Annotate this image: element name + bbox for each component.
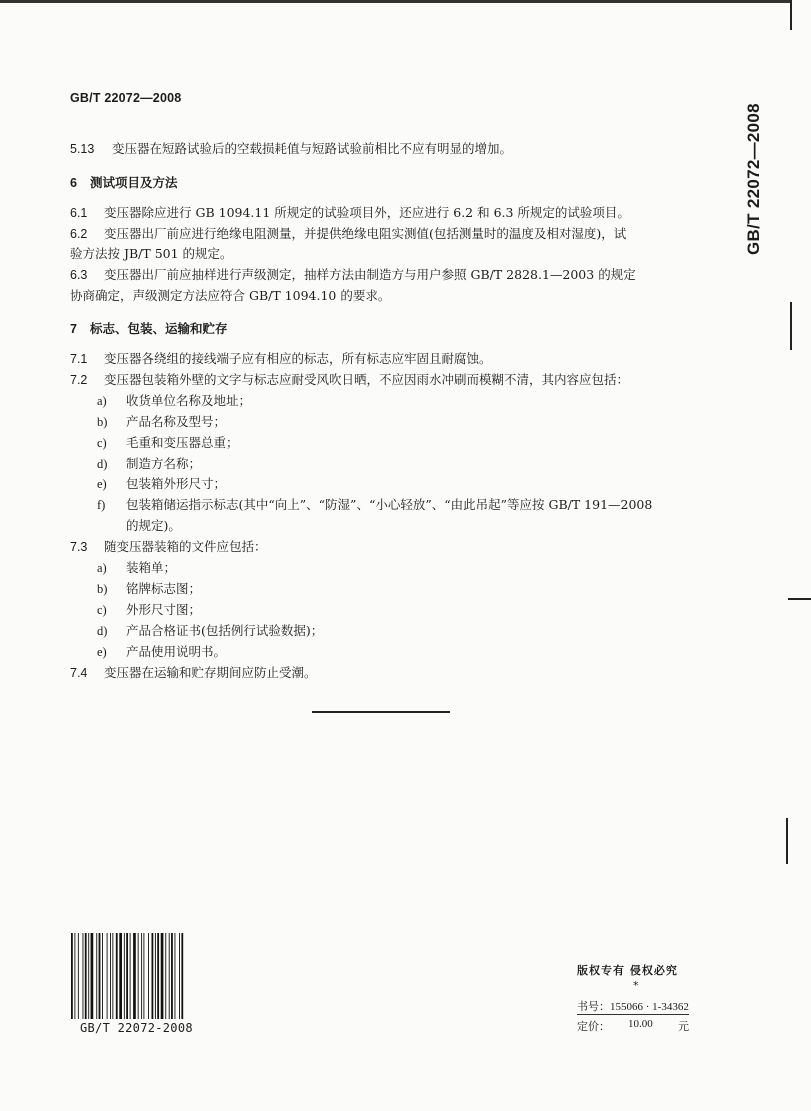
asterisk-mark: * bbox=[633, 979, 639, 992]
clause-text: 随变压器装箱的文件应包括： bbox=[104, 539, 267, 554]
clause-7-4 bbox=[70, 665, 317, 681]
list-item: 外形尺寸图； bbox=[126, 602, 202, 617]
clause-text: 协商确定，声级测定方法应符合 GB/T 1094.10 的要求。 bbox=[70, 288, 391, 303]
barcode-bar bbox=[88, 933, 89, 1019]
scan-artifact bbox=[786, 818, 788, 864]
section-heading-6 bbox=[70, 175, 178, 191]
list-item: 铭牌标志图； bbox=[126, 581, 202, 596]
barcode-bar bbox=[116, 933, 118, 1019]
barcode-bar bbox=[119, 933, 122, 1019]
barcode-bar bbox=[148, 933, 149, 1019]
barcode-caption: GB/T 22072-2008 bbox=[80, 1021, 193, 1035]
list-item: 产品合格证书(包括例行试验数据)； bbox=[126, 623, 324, 638]
barcode-bar bbox=[124, 933, 125, 1019]
section-number: 7 bbox=[70, 322, 77, 336]
clause-number: 7.1 bbox=[70, 352, 88, 366]
barcode-bar bbox=[133, 933, 136, 1019]
barcode-bar bbox=[85, 933, 87, 1019]
scan-artifact bbox=[788, 598, 811, 600]
clause-text: 变压器出厂前应进行绝缘电阻测量，并提供绝缘电阻实测值(包括测量时的温度及相对湿度)，试 bbox=[104, 226, 627, 241]
header-standard-code: GB/T 22072—2008 bbox=[70, 91, 182, 105]
clause-text: 变压器除应进行 GB 1094.11 所规定的试验项目外，还应进行 6.2 和 6.3 所规定的试验项目。 bbox=[104, 205, 630, 220]
clause-number: 7.2 bbox=[70, 373, 88, 387]
barcode-bar bbox=[179, 933, 180, 1019]
clause-number: 7.4 bbox=[70, 666, 88, 680]
clause-text: 变压器在运输和贮存期间应防止受潮。 bbox=[104, 665, 317, 680]
clause-text: 变压器出厂前应抽样进行声级测定，抽样方法由制造方与用户参照 GB/T 2828.1—2003 的规定 bbox=[104, 267, 636, 282]
barcode-bar bbox=[143, 933, 144, 1019]
barcode-bar bbox=[161, 933, 164, 1019]
barcode-bar bbox=[130, 933, 131, 1019]
price-label: 定价： bbox=[577, 1020, 610, 1033]
clause-5-13 bbox=[70, 141, 512, 157]
clause-number: 7.3 bbox=[70, 540, 88, 554]
clause-6-3 bbox=[70, 267, 636, 283]
barcode-bar bbox=[155, 933, 156, 1019]
barcode-bar bbox=[175, 933, 176, 1019]
barcode-bar bbox=[102, 933, 103, 1019]
side-standard-code: GB/T 22072—2008 bbox=[744, 103, 763, 255]
barcode-bar bbox=[96, 933, 97, 1019]
barcode-bar bbox=[169, 933, 170, 1019]
list-item: 产品使用说明书。 bbox=[126, 644, 227, 659]
list-item-label: b) bbox=[97, 415, 108, 429]
price-unit: 元 bbox=[678, 1020, 689, 1033]
scan-artifact bbox=[790, 0, 792, 30]
barcode-bar bbox=[91, 933, 94, 1019]
list-item-label: c) bbox=[97, 603, 107, 617]
list-item: 毛重和变压器总重； bbox=[126, 435, 239, 450]
clause-7-2 bbox=[70, 372, 629, 388]
barcode-bar bbox=[171, 933, 173, 1019]
clause-number: 5.13 bbox=[70, 142, 95, 156]
barcode-bar bbox=[112, 933, 113, 1019]
barcode-bar bbox=[181, 933, 183, 1019]
section-number: 6 bbox=[70, 176, 77, 190]
section-heading-7 bbox=[70, 321, 228, 337]
barcode-bar bbox=[138, 933, 139, 1019]
barcode-bar bbox=[110, 933, 111, 1019]
list-item-label: d) bbox=[97, 624, 108, 638]
list-item-label: c) bbox=[97, 436, 107, 450]
barcode-bar bbox=[71, 933, 73, 1019]
isbn-barcode bbox=[71, 933, 231, 1021]
clause-6-2 bbox=[70, 226, 626, 242]
list-item: 制造方名称； bbox=[126, 456, 202, 471]
barcode-bar bbox=[78, 933, 79, 1019]
clause-text: 变压器在短路试验后的空载损耗值与短路试验前相比不应有明显的增加。 bbox=[112, 141, 513, 156]
clause-7-1 bbox=[70, 351, 492, 367]
price-value: 10.00 bbox=[628, 1018, 653, 1030]
list-item-label: a) bbox=[97, 394, 107, 408]
clause-number: 6.2 bbox=[70, 227, 88, 241]
list-item: 产品名称及型号； bbox=[126, 414, 227, 429]
list-item-label: e) bbox=[97, 477, 107, 491]
copyright-notice: 版权专有 侵权必究 bbox=[577, 964, 678, 977]
barcode-bar bbox=[126, 933, 128, 1019]
barcode-bar bbox=[165, 933, 166, 1019]
barcode-bar bbox=[141, 933, 142, 1019]
barcode-bar bbox=[152, 933, 154, 1019]
clause-6-2-continued bbox=[70, 246, 233, 262]
page-top-edge bbox=[0, 0, 790, 3]
barcode-bar bbox=[157, 933, 159, 1019]
footer-divider bbox=[577, 1014, 689, 1015]
clause-7-3 bbox=[70, 539, 267, 555]
clause-6-1 bbox=[70, 205, 630, 221]
clause-number: 6.1 bbox=[70, 206, 88, 220]
clause-text: 变压器各绕组的接线端子应有相应的标志，所有标志应牢固且耐腐蚀。 bbox=[104, 351, 492, 366]
clause-text: 变压器包装箱外壁的文字与标志应耐受风吹日晒，不应因雨水冲刷而模糊不清，其内容应包括： bbox=[104, 372, 630, 387]
book-number: 书号：155066 · 1-34362 bbox=[577, 1001, 689, 1013]
list-item-label: a) bbox=[97, 561, 107, 575]
section-title: 测试项目及方法 bbox=[90, 175, 178, 190]
list-item-continued: 的规定)。 bbox=[126, 518, 181, 533]
list-item-label: d) bbox=[97, 457, 108, 471]
barcode-bar bbox=[83, 933, 84, 1019]
scan-artifact bbox=[790, 302, 792, 350]
clause-number: 6.3 bbox=[70, 268, 88, 282]
list-item-label: b) bbox=[97, 582, 108, 596]
list-item: 收货单位名称及地址； bbox=[126, 393, 252, 408]
end-of-document-rule bbox=[312, 711, 450, 713]
barcode-bar bbox=[74, 933, 75, 1019]
barcode-bar bbox=[107, 933, 108, 1019]
list-item-label: e) bbox=[97, 645, 107, 659]
barcode-bars bbox=[71, 933, 231, 1019]
section-title: 标志、包装、运输和贮存 bbox=[90, 321, 228, 336]
clause-text: 验方法按 JB/T 501 的规定。 bbox=[70, 246, 233, 261]
list-item: 装箱单； bbox=[126, 560, 177, 575]
barcode-bar bbox=[99, 933, 101, 1019]
list-item-label: f) bbox=[97, 498, 106, 512]
clause-6-3-continued bbox=[70, 288, 390, 304]
list-item: 包装箱储运指示标志(其中“向上”、“防湿”、“小心轻放”、“由此吊起”等应按 GB/T 191—2008 bbox=[126, 497, 653, 512]
list-item: 包装箱外形尺寸； bbox=[126, 476, 227, 491]
